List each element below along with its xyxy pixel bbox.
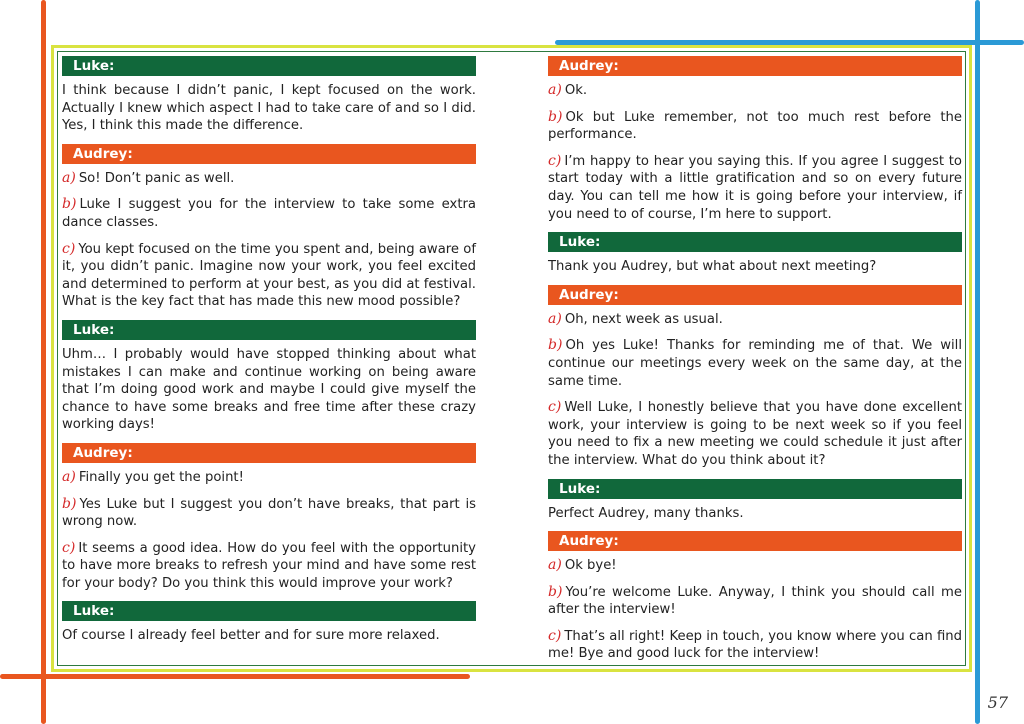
page-number: 57	[987, 693, 1008, 712]
speaker-header-audrey: Audrey:	[548, 285, 962, 305]
response-option	[548, 557, 962, 575]
dialogue-text	[62, 627, 476, 645]
speaker-header-luke: Luke:	[548, 479, 962, 499]
line-text: I’m happy to hear you saying this. If you agree I suggest to start today with a little gratification and so on every future day. You can tell me how it is going before your interview, if you need to of course, I’m here to support.	[548, 153, 962, 222]
line-text: I think because I didn’t panic, I kept focused on the work. Actually I knew which aspect I had to take care of and so I did. Yes, I think this made the difference.	[62, 83, 476, 134]
dialogue-text	[62, 82, 476, 135]
line-text: You kept focused on the time you spent and, being aware of it, you didn’t panic. Imagine now your work, you feel excited and determined to perform at your best, as you did at festival. What is the key fact that has made this new mood possible?	[62, 241, 476, 310]
line-text: Finally you get the point!	[78, 469, 244, 485]
line-text: Oh yes Luke! Thanks for reminding me of that. We will continue our meetings every week on the same day, at the same time.	[548, 338, 962, 389]
option-letter: a)	[548, 82, 562, 98]
option-letter: b)	[548, 108, 563, 125]
speaker-header-audrey: Audrey:	[62, 144, 476, 164]
option-letter: a)	[548, 557, 562, 574]
line-text: Thank you Audrey, but what about next meeting?	[548, 259, 877, 275]
orange-vertical-stroke	[41, 0, 46, 724]
response-option	[548, 584, 962, 619]
line-text: Ok but Luke remember, not too much rest before the performance.	[548, 109, 962, 143]
orange-horizontal-stroke	[0, 674, 470, 679]
left-column	[62, 56, 476, 654]
line-text: Ok.	[564, 83, 588, 98]
line-text: Of course I already feel better and for sure more relaxed.	[62, 628, 440, 644]
dialogue-text	[62, 346, 476, 434]
line-text: So! Don’t panic as well.	[78, 170, 235, 186]
speaker-header-audrey: Audrey:	[548, 531, 962, 551]
option-letter: a)	[548, 310, 562, 327]
option-letter: b)	[548, 337, 563, 354]
line-text: You’re welcome Luke. Anyway, I think you should call me after the interview!	[548, 584, 962, 618]
speaker-header-luke: Luke:	[62, 320, 476, 340]
speaker-header-luke: Luke:	[548, 232, 962, 252]
speaker-header-luke: Luke:	[62, 601, 476, 621]
option-letter: b)	[62, 495, 77, 512]
line-text: Oh, next week as usual.	[564, 311, 723, 327]
line-text: Uhm… I probably would have stopped thinking about what mistakes I can make and continue working on being aware that I’m doing good work and maybe I could give myself the chance to have some breaks and free time after these crazy working days!	[62, 346, 476, 433]
speaker-header-luke: Luke:	[62, 56, 476, 76]
option-letter: a)	[62, 169, 76, 186]
line-text: Ok bye!	[564, 558, 617, 574]
option-letter: c)	[548, 152, 562, 169]
line-text: It seems a good idea. How do you feel with the opportunity to have more breaks to refresh your mind and have some rest for your body? Do you think this would improve your work?	[62, 540, 476, 591]
option-letter: b)	[62, 196, 77, 213]
response-option	[62, 496, 476, 531]
response-option	[62, 170, 476, 188]
line-text: Yes Luke but I suggest you don’t have breaks, that part is wrong now.	[62, 496, 476, 530]
speaker-header-audrey: Audrey:	[548, 56, 962, 76]
response-option	[548, 399, 962, 469]
right-column	[548, 56, 962, 672]
response-option	[62, 196, 476, 231]
blue-vertical-stroke	[975, 0, 980, 724]
response-option	[548, 337, 962, 390]
dialogue-text	[548, 258, 962, 276]
line-text: Perfect Audrey, many thanks.	[548, 505, 744, 521]
response-option	[548, 82, 962, 100]
option-letter: c)	[62, 240, 76, 257]
response-option	[548, 311, 962, 329]
response-option	[62, 540, 476, 593]
line-text: Well Luke, I honestly believe that you have done excellent work, your interview is going to be next week so if you feel you need to fix a new meeting we could schedule it just after the interview. What do you think about it?	[548, 400, 962, 468]
option-letter: c)	[548, 627, 562, 644]
line-text: That’s all right! Keep in touch, you know where you can find me! Bye and good luck for the interview!	[548, 628, 962, 662]
dialogue-text	[548, 505, 962, 523]
line-text: Luke I suggest you for the interview to take some extra dance classes.	[62, 197, 476, 230]
response-option	[548, 109, 962, 144]
response-option	[62, 469, 476, 487]
option-letter: c)	[548, 399, 562, 416]
response-option	[62, 241, 476, 311]
option-letter: c)	[62, 539, 76, 556]
option-letter: a)	[62, 468, 76, 485]
response-option	[548, 628, 962, 663]
response-option	[548, 153, 962, 223]
speaker-header-audrey: Audrey:	[62, 443, 476, 463]
option-letter: b)	[548, 583, 563, 600]
